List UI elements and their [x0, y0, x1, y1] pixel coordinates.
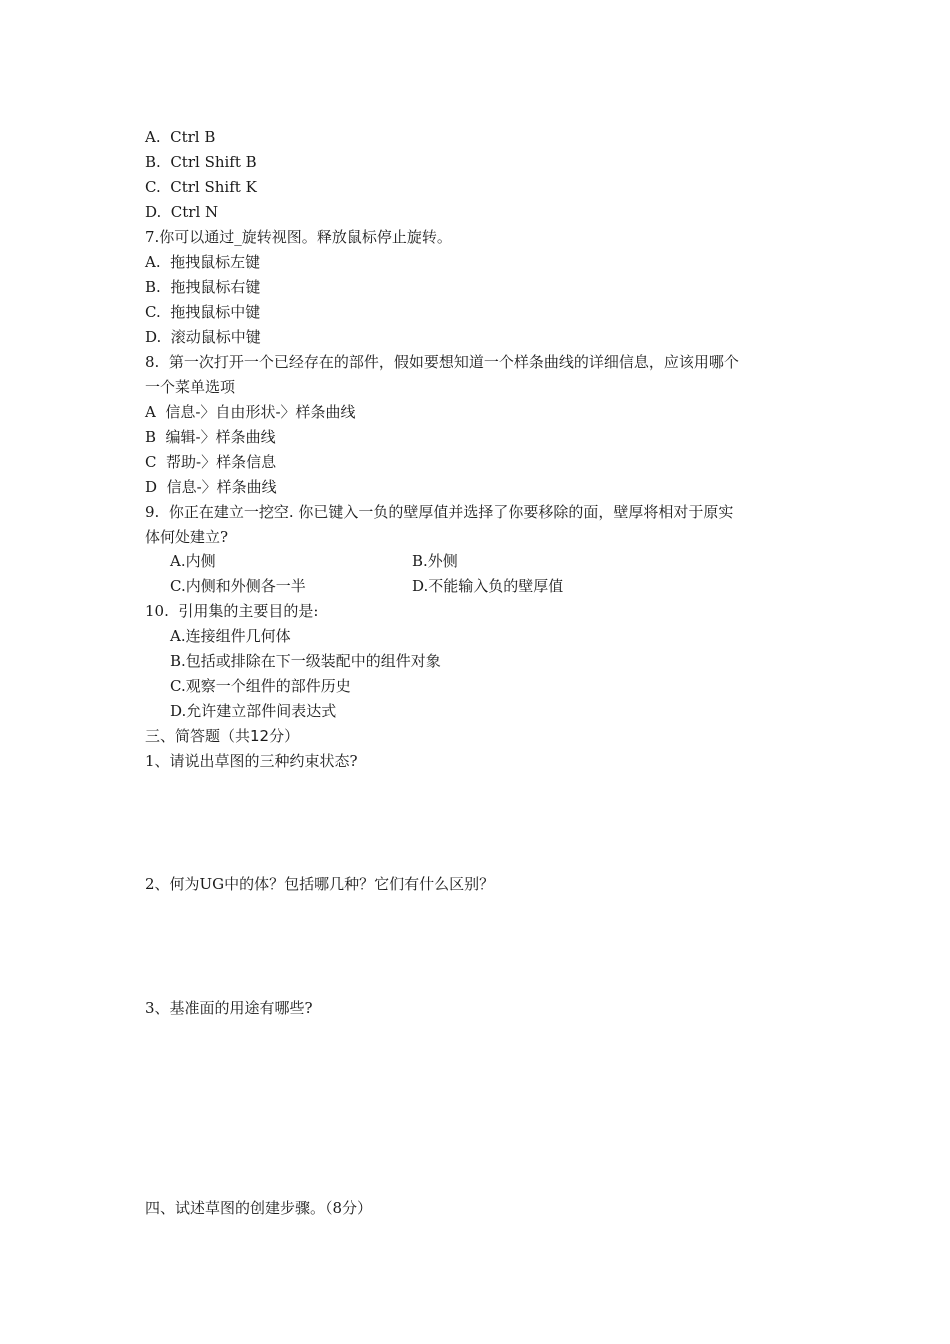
q9-option-b: B.外侧 [412, 552, 458, 570]
section3-heading-prefix: 三、简答题（共 [145, 727, 251, 745]
q7-question: 7.你可以通过_旋转视图。释放鼠标停止旋转。 [145, 228, 452, 246]
section3-q1: 1、请说出草图的三种约束状态? [145, 752, 358, 770]
q7-option-c: C. 拖拽鼠标中键 [145, 303, 261, 321]
q8-question-line2: 一个菜单选项 [145, 378, 236, 396]
q8-option-d: D 信息-〉样条曲线 [145, 478, 277, 496]
q9-option-d: D.不能输入负的壁厚值 [412, 577, 564, 595]
q6-option-c: C. Ctrl Shift K [145, 178, 257, 196]
q10-option-d: D.允许建立部件间表达式 [170, 702, 337, 720]
q10-option-b: B.包括或排除在下一级装配中的组件对象 [170, 652, 441, 670]
q8-option-a: A 信息-〉自由形状-〉样条曲线 [145, 403, 356, 421]
section3-heading [145, 726, 299, 746]
section3-heading-suffix: 分） [269, 727, 300, 745]
q8-question-line1: 8. 第一次打开一个已经存在的部件，假如要想知道一个样条曲线的详细信息，应该用哪个 [145, 353, 739, 371]
q7-option-b: B. 拖拽鼠标右键 [145, 278, 261, 296]
q6-option-a: A. Ctrl B [145, 128, 216, 146]
section3-q3: 3、基准面的用途有哪些? [145, 999, 313, 1017]
q7-option-a: A. 拖拽鼠标左键 [145, 253, 261, 271]
q9-option-a: A.内侧 [170, 552, 216, 570]
q10-option-c: C.观察一个组件的部件历史 [170, 677, 351, 695]
q8-option-b: B 编辑-〉样条曲线 [145, 428, 276, 446]
section3-heading-score: 12 [250, 727, 270, 745]
section4-heading: 四、试述草图的创建步骤。（8分） [145, 1199, 373, 1217]
q10-option-a: A.连接组件几何体 [170, 627, 291, 645]
q8-option-c: C 帮助-〉样条信息 [145, 453, 277, 471]
q6-option-d: D. Ctrl N [145, 203, 219, 221]
section3-q2: 2、何为UG中的体？包括哪几种？它们有什么区别？ [145, 875, 495, 893]
q7-option-d: D. 滚动鼠标中键 [145, 328, 261, 346]
q9-question-line1: 9. 你正在建立一挖空. 你已键入一负的壁厚值并选择了你要移除的面，壁厚将相对于原实 [145, 503, 734, 521]
q9-option-c: C.内侧和外侧各一半 [170, 577, 306, 595]
q10-question: 10. 引用集的主要目的是: [145, 602, 319, 620]
q6-option-b: B. Ctrl Shift B [145, 153, 257, 171]
q9-question-line2: 体何处建立? [145, 528, 229, 546]
